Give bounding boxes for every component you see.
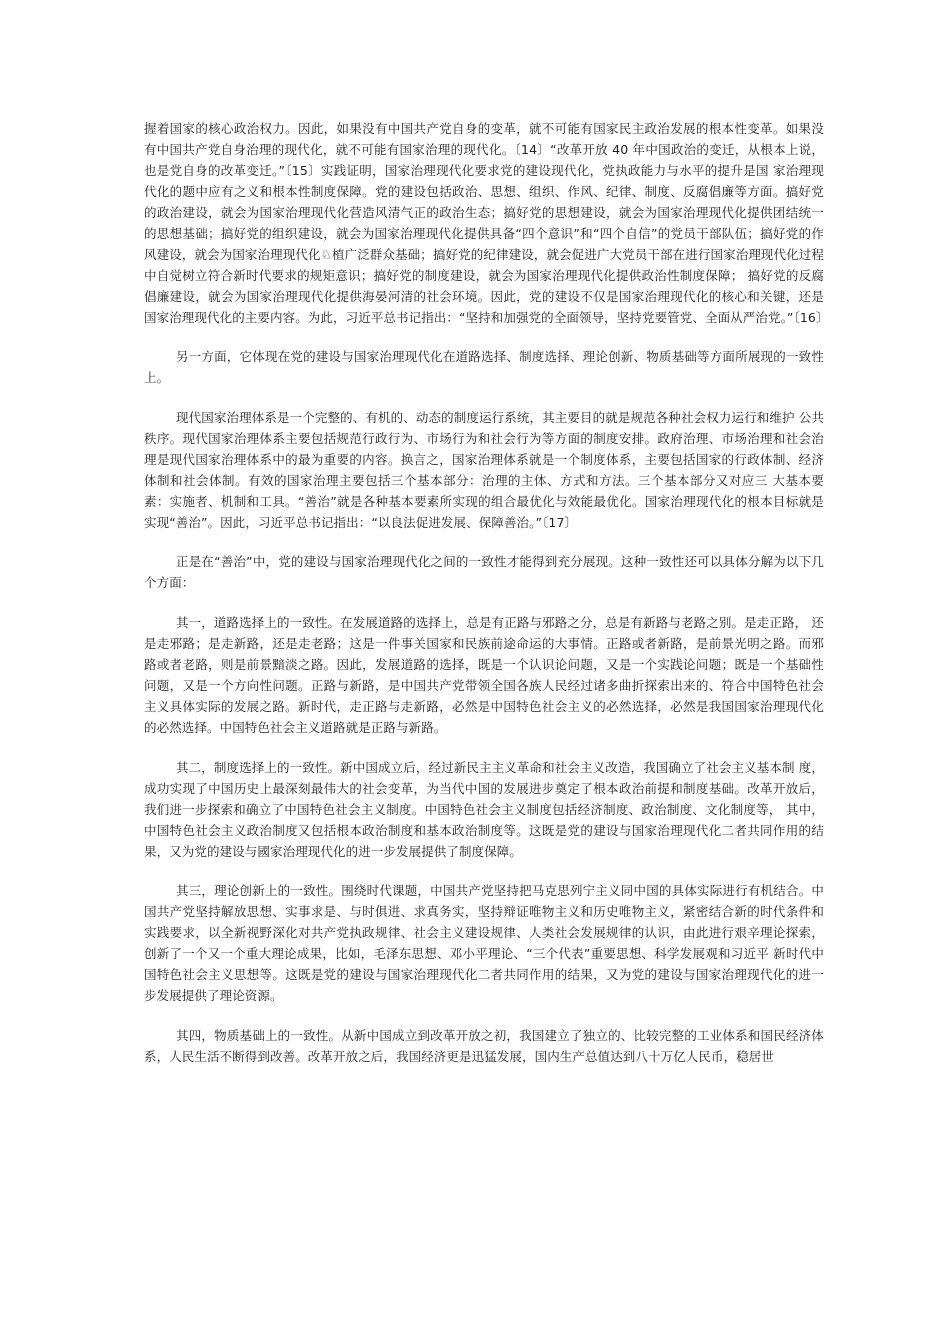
paragraph-good-governance: 正是在“善治”中，党的建设与国家治理现代化之间的一致性才能得到充分展现。这种一致性还可以具体分解为以下几个方面： [144, 554, 824, 590]
paragraph-continued: 握着国家的核心政治权力。因此，如果没有中国共产党自身的变革，就不可能有国家民主政治发展的根本性变革。如果没有中国共产党自身治理的现代化，就不可能有国家治理的现代化。〔14〕“改革开放 40 年中国政治的变迁，从根本上说，也是党自身的改革变迁。”〔15〕实践证明，国家治理现代化要求党的建设现代化，党执政能力与水平的提升是国 家治理现代化的题中应有之义和根本性制度保障。党的建设包括政治、思想、组织、作风、纪律、制度、反腐倡廉等方面。搞好党的政治建设，就会为国家治理现代化营造风清气正的政治生态；搞好党的思想建设，就会为国家治理现代化提供团结统一的思想基础；搞好党的组织建设，就会为国家治理现代化提供具备“四个意识”和“四个自信”的党员干部队伍；搞好党的作风建设，就会为国家治理现代化♘植广泛群众基础；搞好党的纪律建设，就会促进广大党员干部在进行国家治理现代化过程中自觉树立符合新时代要求的规矩意识；搞好党的制度建设，就会为国家治理现代化提供政治性制度保障； 搞好党的反腐倡廉建设，就会为国家治理现代化提供海晏河清的社会环境。因此，党的建设不仅是国家治理现代化的核心和关键，还是国家治理现代化的主要内容。为此，习近平总书记指出：“坚持和加强党的全面领导，坚持党要管党、全面从严治党。”〔16〕 [144, 121, 829, 325]
paragraph-material-basis: 其四，物质基础上的一致性。从新中国成立到改革开放之初，我国建立了独立的、比较完整的工业体系和国民经济体系，人民生活不断得到改善。改革开放之后，我国经济更是迅猛发展，国内生产总值达到八十万亿人民币，稳居世 [144, 1028, 824, 1064]
paragraph-road-choice: 其一，道路选择上的一致性。在发展道路的选择上，总是有正路与邪路之分，总是有新路与老路之别。是走正路， 还是走邪路；是走新路，还是走老路；这是一件事关国家和民族前途命运的大事情。正路或者新路，是前景光明之路。而邪路或者老路，则是前景黯淡之路。因此，发展道路的选择，既是一个认识论问题，又是一个实践论问题；既是一个基础性问题，又是一个方向性问题。正路与新路，是中国共产党带领全国各族人民经过诸多曲折探索出来的、符合中国特色社会主义具体实际的发展之路。新时代，走正路与走新路，必然是中国特色社会主义的必然选择，必然是我国国家治理现代化的必然选择。中国特色社会主义道路就是正路与新路。 [144, 615, 824, 735]
paragraph-governance-system: 现代国家治理体系是一个完整的、有机的、动态的制度运行系统，其主要目的就是规范各种社会权力运行和维护 公共秩序。现代国家治理体系主要包括规范行政行为、市场行为和社会行为等方面的制度安排。政府治理、市场治理和社会治理是现代国家治理体系中的最为重要的内容。换言之，国家治理体系就是一个制度体系，主要包括国家的行政体制、经济体制和社会体制。有效的国家治理主要包括三个基本部分：治理的主体、方式和方法。三个基本部分又对应三 大基本要素：实施者、机制和工具。“善治”就是各种基本要素所实现的组合最优化与效能最优化。国家治理现代化的根本目标就是实现“善治”。因此，习近平总书记指出：“以良法促进发展、保障善治。”〔17〕 [144, 410, 824, 530]
paragraph-consistency-intro: 另一方面，它体现在党的建设与国家治理现代化在道路选择、制度选择、理论创新、物质基础等方面所展现的一致性上。 [144, 349, 824, 385]
paragraph-theory-innovation: 其三，理论创新上的一致性。围绕时代课题，中国共产党坚持把马克思列宁主义同中国的具体实际进行有机结合。中国共产党坚持解放思想、实事求是、与时俱进、求真务实，坚持辩证唯物主义和历史唯物主义，紧密结合新的时代条件和实践要求，以全新视野深化对共产党执政规律、社会主义建设规律、人类社会发展规律的认识，由此进行艰辛理论探索，创新了一个又一个重大理论成果，比如，毛泽东思想、邓小平理论、“三个代表”重要思想、科学发展观和习近平 新时代中国特色社会主义思想等。这既是党的建设与国家治理现代化二者共同作用的结果，又为党的建设与国家治理现代化的进一步发展提供了理论资源。 [144, 883, 824, 1003]
paragraph-system-choice: 其二，制度选择上的一致性。新中国成立后，经过新民主主义革命和社会主义改造，我国确立了社会主义基本制 度，成功实现了中国历史上最深刻最伟大的社会变革，为当代中国的发展进步奠定了根本政治前提和制度基础。改革开放后，我们进一步探索和确立了中国特色社会主义制度。中国特色社会主义制度包括经济制度、政治制度、文化制度等， 其中，中国特色社会主义政治制度又包括根本政治制度和基本政治制度等。这既是党的建设与国家治理现代化二者共同作用的结果，又为党的建设与國家治理现代化的进一步发展提供了制度保障。 [144, 760, 824, 859]
document-body [144, 118, 829, 1067]
